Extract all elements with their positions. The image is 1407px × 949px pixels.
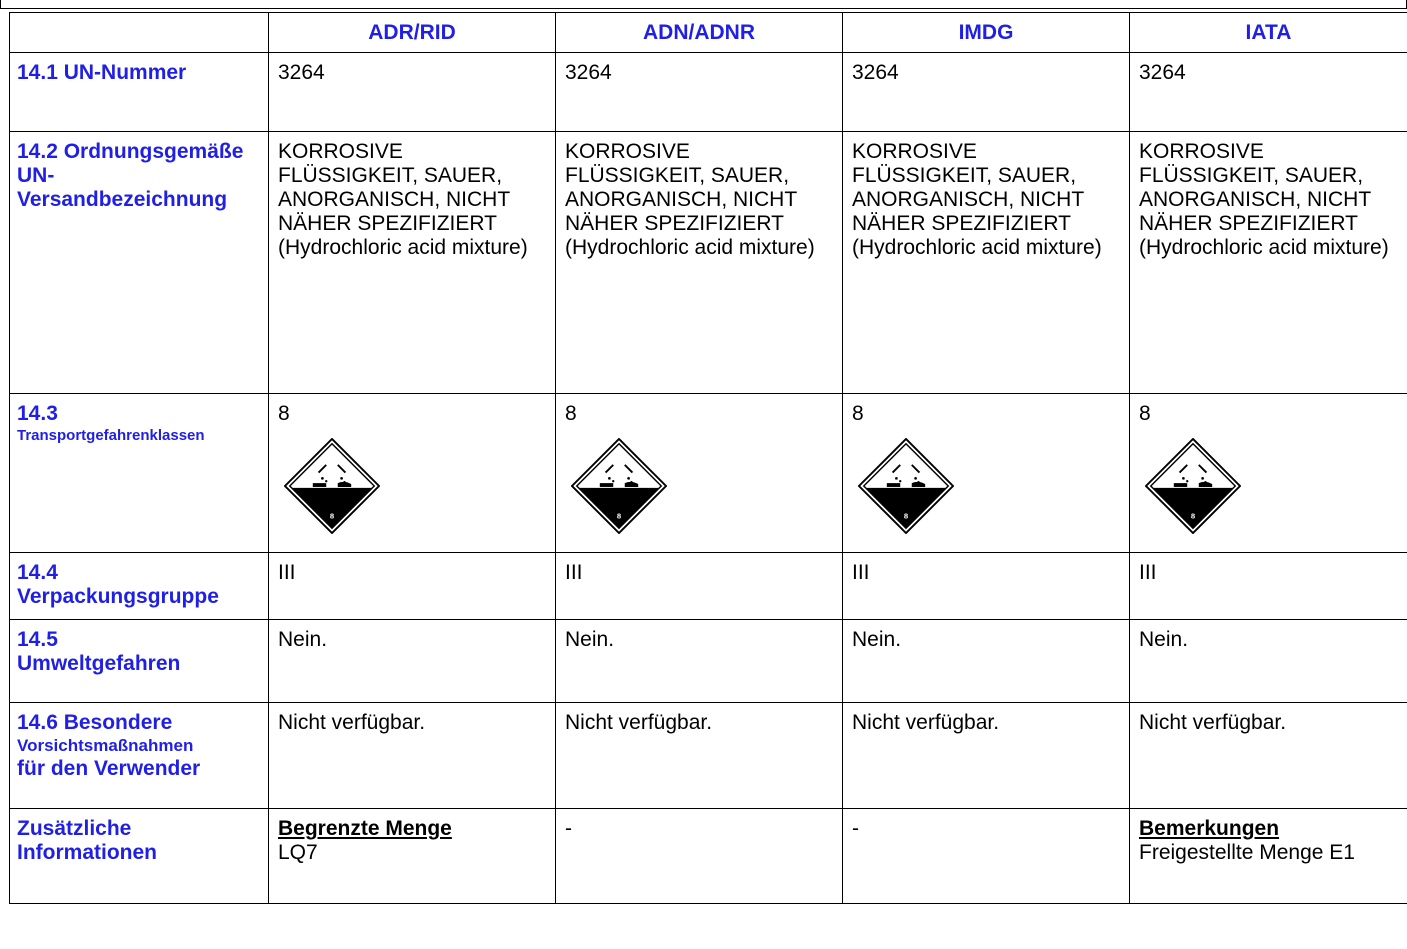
precautions-label-b: Vorsichtsmaßnahmen xyxy=(17,736,194,755)
row-label-un-number: 14.1 UN-Nummer xyxy=(10,53,269,132)
col-header-adn-adnr: ADN/ADNR xyxy=(556,13,843,53)
row-label-shipping-name: 14.2 Ordnungsgemäße UN-Versandbezeichnung xyxy=(10,132,269,394)
limited-quantity-value: LQ7 xyxy=(278,841,318,864)
un-number-adn: 3264 xyxy=(556,53,843,132)
row-label-hazard-class xyxy=(10,394,269,553)
corrosive-hazard-diamond-icon xyxy=(1145,438,1241,534)
pictogram-number: 8 xyxy=(1190,511,1196,521)
row-environmental xyxy=(10,620,1407,703)
row-additional-info xyxy=(10,809,1407,904)
precautions-adr: Nicht verfügbar. xyxy=(269,703,556,809)
row-precautions xyxy=(10,703,1407,809)
shipping-name-iata: KORROSIVE FLÜSSIGKEIT, SAUER, ANORGANISCH, NICHT NÄHER SPEZIFIZIERT (Hydrochloric acid mixture) xyxy=(1130,132,1407,394)
hazard-class-value: 8 xyxy=(1139,402,1151,425)
environmental-adr: Nein. xyxy=(269,620,556,703)
col-header-iata: IATA xyxy=(1130,13,1407,53)
hazard-class-text: Transportgefahrenklassen xyxy=(17,427,205,444)
packing-group-iata: III xyxy=(1130,553,1407,620)
pictogram-number: 8 xyxy=(903,511,909,521)
packing-group-text: Verpackungsgruppe xyxy=(17,585,219,608)
row-packing-group xyxy=(10,553,1407,620)
corrosive-hazard-diamond-icon xyxy=(284,438,380,534)
precautions-iata: Nicht verfügbar. xyxy=(1130,703,1407,809)
packing-group-adr: III xyxy=(269,553,556,620)
packing-group-num: 14.4 xyxy=(17,561,58,584)
un-number-adr: 3264 xyxy=(269,53,556,132)
un-number-imdg: 3264 xyxy=(843,53,1130,132)
header-row xyxy=(10,13,1407,53)
packing-group-adn: III xyxy=(556,553,843,620)
precautions-adn: Nicht verfügbar. xyxy=(556,703,843,809)
corrosive-hazard-diamond-icon xyxy=(858,438,954,534)
row-label-precautions xyxy=(10,703,269,809)
precautions-label-a: 14.6 Besondere xyxy=(17,711,173,734)
remarks-heading: Bemerkungen xyxy=(1139,817,1280,840)
row-hazard-class xyxy=(10,394,1407,553)
row-label-packing-group xyxy=(10,553,269,620)
limited-quantity-heading: Begrenzte Menge xyxy=(278,817,452,840)
col-header-adr-rid: ADR/RID xyxy=(269,13,556,53)
pictogram-number: 8 xyxy=(329,511,335,521)
row-un-number xyxy=(10,53,1407,132)
additional-adr xyxy=(269,809,556,904)
row-label-environmental xyxy=(10,620,269,703)
additional-adn: - xyxy=(556,809,843,904)
environmental-num: 14.5 xyxy=(17,628,58,651)
col-header-imdg: IMDG xyxy=(843,13,1130,53)
shipping-name-adn: KORROSIVE FLÜSSIGKEIT, SAUER, ANORGANISCH, NICHT NÄHER SPEZIFIZIERT (Hydrochloric acid mixture) xyxy=(556,132,843,394)
environmental-iata: Nein. xyxy=(1130,620,1407,703)
pictogram-number: 8 xyxy=(616,511,622,521)
hazard-class-value: 8 xyxy=(565,402,577,425)
remarks-value: Freigestellte Menge E1 xyxy=(1139,841,1355,864)
additional-imdg: - xyxy=(843,809,1130,904)
hazard-class-iata xyxy=(1130,394,1407,553)
environmental-imdg: Nein. xyxy=(843,620,1130,703)
hazard-class-value: 8 xyxy=(278,402,290,425)
corrosive-hazard-diamond-icon xyxy=(571,438,667,534)
precautions-label-c: für den Verwender xyxy=(17,757,201,780)
shipping-name-adr: KORROSIVE FLÜSSIGKEIT, SAUER, ANORGANISCH, NICHT NÄHER SPEZIFIZIERT (Hydrochloric acid mixture) xyxy=(269,132,556,394)
packing-group-imdg: III xyxy=(843,553,1130,620)
un-number-iata: 3264 xyxy=(1130,53,1407,132)
shipping-name-imdg: KORROSIVE FLÜSSIGKEIT, SAUER, ANORGANISCH, NICHT NÄHER SPEZIFIZIERT (Hydrochloric acid mixture) xyxy=(843,132,1130,394)
hazard-class-value: 8 xyxy=(852,402,864,425)
row-label-additional-info: Zusätzliche Informationen xyxy=(10,809,269,904)
additional-iata xyxy=(1130,809,1407,904)
row-shipping-name xyxy=(10,132,1407,394)
transport-info-table xyxy=(9,12,1407,904)
top-frame xyxy=(0,0,1407,9)
hazard-class-adn xyxy=(556,394,843,553)
corner-cell xyxy=(10,13,269,53)
precautions-imdg: Nicht verfügbar. xyxy=(843,703,1130,809)
hazard-class-imdg xyxy=(843,394,1130,553)
environmental-text: Umweltgefahren xyxy=(17,652,181,675)
hazard-class-num: 14.3 xyxy=(17,402,58,425)
environmental-adn: Nein. xyxy=(556,620,843,703)
hazard-class-adr xyxy=(269,394,556,553)
